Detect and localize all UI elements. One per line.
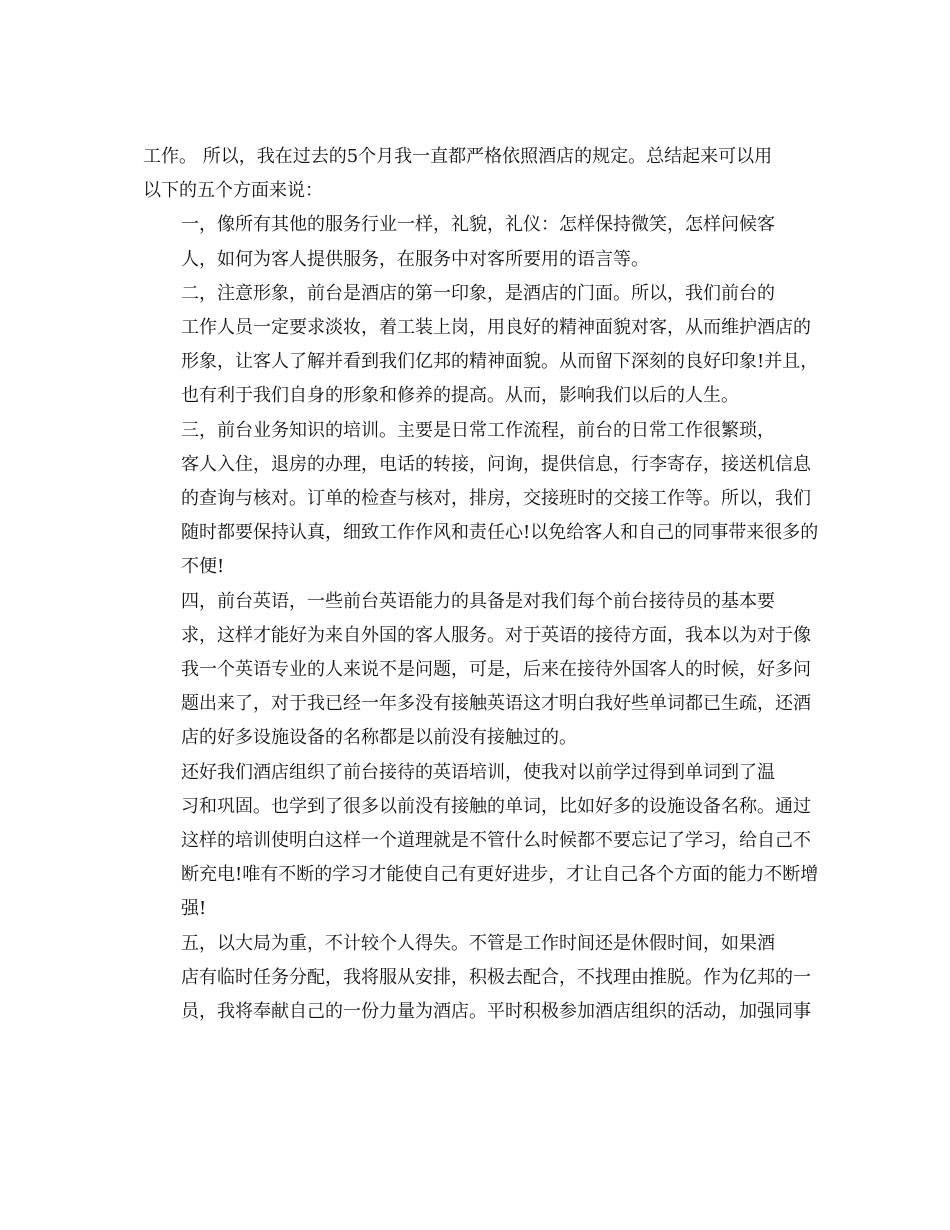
text-line: 一，像所有其他的服务行业一样，礼貌，礼仪：怎样保持微笑，怎样问候客 — [181, 214, 775, 236]
text-line: 还好我们酒店组织了前台接待的英语培训，使我对以前学过得到单词到了温 — [181, 761, 775, 783]
text-line: 随时都要保持认真，细致工作作风和责任心!以免给客人和自己的同事带来很多的 — [181, 522, 819, 544]
text-line: 形象，让客人了解并看到我们亿邦的精神面貌。从而留下深刻的良好印象!并且， — [181, 351, 819, 373]
text-line: 不便! — [181, 556, 225, 578]
text-line: 人，如何为客人提供服务，在服务中对客所要用的语言等。 — [181, 248, 649, 270]
text-line: 以下的五个方面来说： — [143, 180, 323, 202]
paragraph-point-4 — [143, 585, 811, 756]
text-line: 工作人员一定要求淡妆，着工装上岗，用良好的精神面貌对客，从而维护酒店的 — [181, 317, 811, 339]
text-line: 五，以大局为重，不计较个人得失。不管是工作时间还是休假时间，如果酒 — [181, 932, 775, 954]
paragraph-point-1 — [143, 208, 807, 276]
text-line: 员，我将奉献自己的一份力量为酒店。平时积极参加酒店组织的活动，加强同事 — [181, 1001, 811, 1023]
paragraph-intro — [143, 140, 807, 208]
text-line: 也有利于我们自身的形象和修养的提高。从而，影响我们以后的人生。 — [181, 385, 739, 407]
text-line: 工作。 所以，我在过去的5个月我一直都严格依照酒店的规定。总结起来可以用 — [143, 146, 773, 167]
paragraph-point-5 — [143, 927, 811, 1030]
text-line: 二，注意形象，前台是酒店的第一印象，是酒店的门面。所以，我们前台的 — [181, 282, 775, 304]
text-line: 店有临时任务分配，我将服从安排，积极去配合，不找理由推脱。作为亿邦的一 — [181, 966, 811, 988]
document-body — [143, 140, 819, 1029]
text-line: 我一个英语专业的人来说不是问题，可是，后来在接待外国客人的时候，好多问 — [181, 659, 811, 681]
text-line: 题出来了，对于我已经一年多没有接触英语这才明白我好些单词都已生疏，还酒 — [181, 693, 811, 715]
text-line: 强! — [181, 898, 207, 920]
text-line: 断充电!唯有不断的学习才能使自己有更好进步，才让自己各个方面的能力不断增 — [181, 864, 819, 886]
paragraph-training — [143, 756, 819, 927]
text-line: 三，前台业务知识的培训。主要是日常工作流程，前台的日常工作很繁琐， — [181, 419, 775, 441]
text-line: 店的好多设施设备的名称都是以前没有接触过的。 — [181, 727, 577, 749]
text-line: 求，这样才能好为来自外国的客人服务。对于英语的接待方面，我本以为对于像 — [181, 624, 811, 646]
paragraph-point-2 — [143, 277, 819, 414]
text-line: 这样的培训使明白这样一个道理就是不管什么时候都不要忘记了学习，给自己不 — [181, 830, 811, 852]
paragraph-point-3 — [143, 414, 819, 585]
text-line: 的查询与核对。订单的检查与核对，排房，交接班时的交接工作等。所以，我们 — [181, 488, 811, 510]
text-line: 四，前台英语，一些前台英语能力的具备是对我们每个前台接待员的基本要 — [181, 590, 775, 612]
text-line: 习和巩固。也学到了很多以前没有接触的单词，比如好多的设施设备名称。通过 — [181, 795, 811, 817]
text-line: 客人入住，退房的办理，电话的转接，问询，提供信息，行李寄存，接送机信息 — [181, 453, 811, 475]
